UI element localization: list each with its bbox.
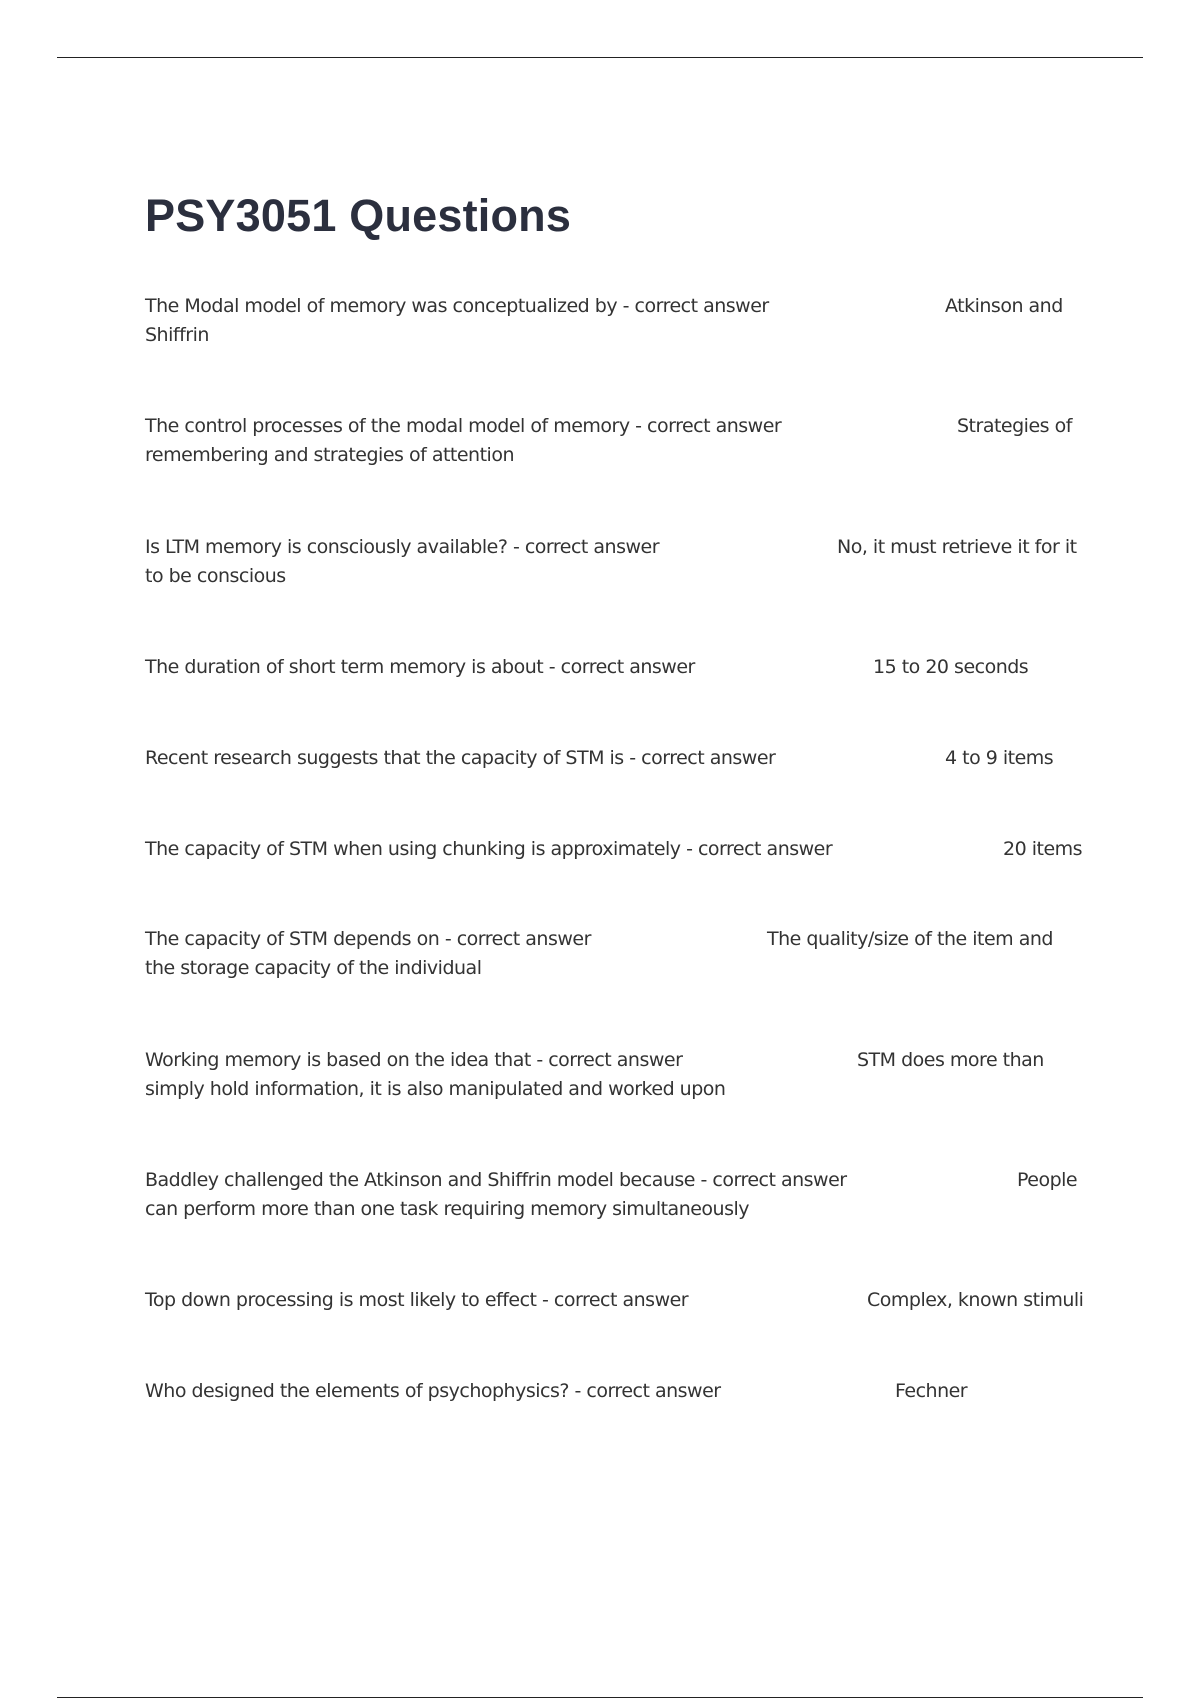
answer-text: Fechner (895, 1380, 968, 1402)
answer-text: 20 items (1003, 838, 1083, 860)
qa-item (145, 412, 1085, 470)
qa-item (145, 925, 1085, 983)
qa-item (145, 533, 1085, 591)
answer-text: STM does more than (857, 1049, 1044, 1071)
qa-item (145, 835, 1085, 864)
answer-text: 4 to 9 items (945, 747, 1054, 769)
qa-item (145, 292, 1085, 350)
answer-continuation: the storage capacity of the individual (145, 957, 482, 979)
question-text: Working memory is based on the idea that - correct answer (145, 1049, 683, 1071)
top-rule (57, 57, 1143, 58)
qa-item (145, 1377, 1085, 1406)
question-text: Is LTM memory is consciously available? - correct answer (145, 536, 660, 558)
answer-text: Atkinson and (945, 295, 1063, 317)
bottom-rule (57, 1697, 1143, 1698)
answer-text: People (1017, 1169, 1078, 1191)
qa-item (145, 744, 1085, 773)
qa-item (145, 1286, 1085, 1315)
question-text: The capacity of STM when using chunking is approximately - correct answer (145, 838, 833, 860)
question-text: The Modal model of memory was conceptualized by - correct answer (145, 295, 769, 317)
answer-continuation: to be conscious (145, 565, 286, 587)
answer-continuation: Shiffrin (145, 324, 209, 346)
qa-item (145, 1166, 1085, 1224)
answer-text: 15 to 20 seconds (873, 656, 1029, 678)
page-title: PSY3051 Questions (145, 190, 572, 241)
qa-item (145, 1046, 1085, 1104)
answer-text: The quality/size of the item and (767, 928, 1053, 950)
answer-continuation: remembering and strategies of attention (145, 444, 514, 466)
question-text: The duration of short term memory is about - correct answer (145, 656, 695, 678)
question-text: Recent research suggests that the capacity of STM is - correct answer (145, 747, 776, 769)
question-text: Who designed the elements of psychophysics? - correct answer (145, 1380, 721, 1402)
question-text: The capacity of STM depends on - correct answer (145, 928, 591, 950)
answer-continuation: can perform more than one task requiring memory simultaneously (145, 1198, 750, 1220)
answer-continuation: simply hold information, it is also manipulated and worked upon (145, 1078, 726, 1100)
question-text: Baddley challenged the Atkinson and Shiffrin model because - correct answer (145, 1169, 847, 1191)
answer-text: Strategies of (957, 415, 1072, 437)
question-text: The control processes of the modal model of memory - correct answer (145, 415, 782, 437)
answer-text: Complex, known stimuli (867, 1289, 1084, 1311)
question-text: Top down processing is most likely to effect - correct answer (145, 1289, 689, 1311)
answer-text: No, it must retrieve it for it (837, 536, 1077, 558)
qa-item (145, 653, 1085, 682)
